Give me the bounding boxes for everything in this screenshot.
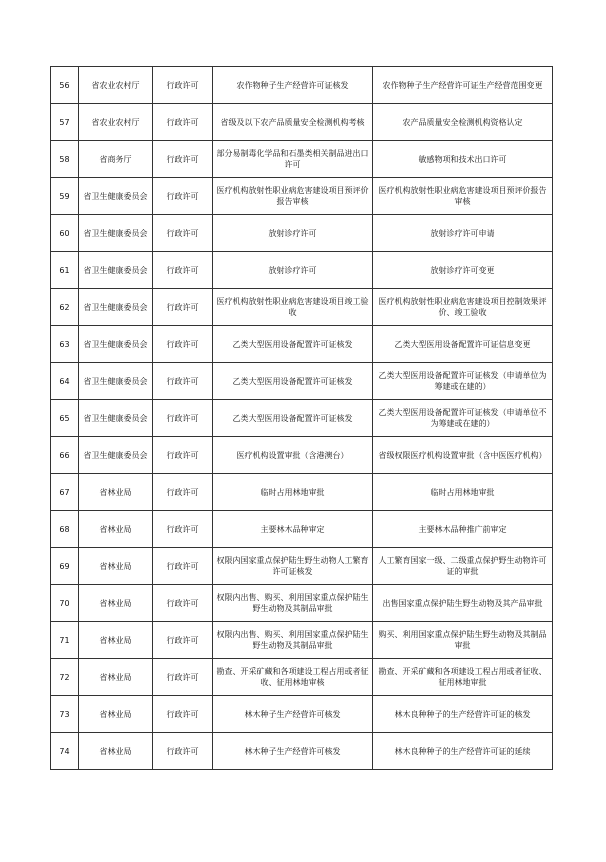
item-name-cell: 放射诊疗许可 (213, 252, 373, 289)
row-number: 74 (51, 733, 79, 770)
table-row (51, 437, 553, 474)
permit-type-cell: 行政许可 (153, 252, 213, 289)
row-number: 66 (51, 437, 79, 474)
table-row (51, 289, 553, 326)
sub-item-cell: 放射诊疗许可申请 (373, 215, 553, 252)
department-cell: 省林业局 (79, 659, 153, 696)
row-number: 60 (51, 215, 79, 252)
department-cell: 省林业局 (79, 733, 153, 770)
sub-item-cell: 省级权限医疗机构设置审批（含中医医疗机构） (373, 437, 553, 474)
department-cell: 省林业局 (79, 622, 153, 659)
table-row (51, 733, 553, 770)
row-number: 65 (51, 400, 79, 437)
item-name-cell: 医疗机构设置审批（含港澳台） (213, 437, 373, 474)
permit-type-cell: 行政许可 (153, 511, 213, 548)
sub-item-cell: 医疗机构放射性职业病危害建设项目预评价报告审核 (373, 178, 553, 215)
department-cell: 省林业局 (79, 548, 153, 585)
permit-type-cell: 行政许可 (153, 326, 213, 363)
sub-item-cell: 人工繁育国家一级、二级重点保护野生动物许可证的审批 (373, 548, 553, 585)
item-name-cell: 医疗机构放射性职业病危害建设项目竣工验收 (213, 289, 373, 326)
permit-type-cell: 行政许可 (153, 141, 213, 178)
table-row (51, 548, 553, 585)
permit-type-cell: 行政许可 (153, 733, 213, 770)
sub-item-cell: 林木良种种子的生产经营许可证的延续 (373, 733, 553, 770)
item-name-cell: 医疗机构放射性职业病危害建设项目预评价报告审核 (213, 178, 373, 215)
permit-type-cell: 行政许可 (153, 400, 213, 437)
sub-item-cell: 医疗机构放射性职业病危害建设项目控制效果评价、竣工验收 (373, 289, 553, 326)
sub-item-cell: 出售国家重点保护陆生野生动物及其产品审批 (373, 585, 553, 622)
row-number: 73 (51, 696, 79, 733)
table-row (51, 67, 553, 104)
department-cell: 省林业局 (79, 585, 153, 622)
permit-type-cell: 行政许可 (153, 622, 213, 659)
row-number: 62 (51, 289, 79, 326)
permit-table-body (51, 67, 553, 770)
table-row (51, 178, 553, 215)
row-number: 69 (51, 548, 79, 585)
row-number: 68 (51, 511, 79, 548)
permit-type-cell: 行政许可 (153, 178, 213, 215)
permit-type-cell: 行政许可 (153, 67, 213, 104)
row-number: 67 (51, 474, 79, 511)
row-number: 57 (51, 104, 79, 141)
sub-item-cell: 主要林木品种推广前审定 (373, 511, 553, 548)
permit-type-cell: 行政许可 (153, 659, 213, 696)
table-row (51, 511, 553, 548)
item-name-cell: 临时占用林地审批 (213, 474, 373, 511)
permit-type-cell: 行政许可 (153, 696, 213, 733)
permit-type-cell: 行政许可 (153, 363, 213, 400)
department-cell: 省农业农村厅 (79, 67, 153, 104)
sub-item-cell: 林木良种种子的生产经营许可证的核发 (373, 696, 553, 733)
department-cell: 省林业局 (79, 511, 153, 548)
department-cell: 省卫生健康委员会 (79, 215, 153, 252)
department-cell: 省卫生健康委员会 (79, 289, 153, 326)
sub-item-cell: 农作物种子生产经营许可证生产经营范围变更 (373, 67, 553, 104)
table-row (51, 252, 553, 289)
table-row (51, 659, 553, 696)
item-name-cell: 省级及以下农产品质量安全检测机构考核 (213, 104, 373, 141)
sub-item-cell: 敏感物项和技术出口许可 (373, 141, 553, 178)
item-name-cell: 林木种子生产经营许可核发 (213, 696, 373, 733)
row-number: 59 (51, 178, 79, 215)
department-cell: 省卫生健康委员会 (79, 326, 153, 363)
department-cell: 省林业局 (79, 696, 153, 733)
item-name-cell: 权限内出售、购买、利用国家重点保护陆生野生动物及其制品审批 (213, 622, 373, 659)
row-number: 71 (51, 622, 79, 659)
item-name-cell: 乙类大型医用设备配置许可证核发 (213, 326, 373, 363)
department-cell: 省卫生健康委员会 (79, 363, 153, 400)
sub-item-cell: 乙类大型医用设备配置许可证信息变更 (373, 326, 553, 363)
sub-item-cell: 临时占用林地审批 (373, 474, 553, 511)
permit-type-cell: 行政许可 (153, 585, 213, 622)
sub-item-cell: 勘查、开采矿藏和各项建设工程占用或者征收、征用林地审批 (373, 659, 553, 696)
permit-type-cell: 行政许可 (153, 437, 213, 474)
row-number: 63 (51, 326, 79, 363)
sub-item-cell: 农产品质量安全检测机构资格认定 (373, 104, 553, 141)
table-row (51, 585, 553, 622)
department-cell: 省卫生健康委员会 (79, 437, 153, 474)
item-name-cell: 乙类大型医用设备配置许可证核发 (213, 363, 373, 400)
item-name-cell: 放射诊疗许可 (213, 215, 373, 252)
permit-type-cell: 行政许可 (153, 104, 213, 141)
table-row (51, 696, 553, 733)
permit-type-cell: 行政许可 (153, 215, 213, 252)
department-cell: 省卫生健康委员会 (79, 252, 153, 289)
sub-item-cell: 放射诊疗许可变更 (373, 252, 553, 289)
row-number: 72 (51, 659, 79, 696)
row-number: 56 (51, 67, 79, 104)
table-row (51, 363, 553, 400)
table-row (51, 215, 553, 252)
table-row (51, 622, 553, 659)
item-name-cell: 部分易制毒化学品和石墨类相关制品进出口许可 (213, 141, 373, 178)
department-cell: 省林业局 (79, 474, 153, 511)
item-name-cell: 农作物种子生产经营许可证核发 (213, 67, 373, 104)
sub-item-cell: 购买、利用国家重点保护陆生野生动物及其制品审批 (373, 622, 553, 659)
table-row (51, 474, 553, 511)
permit-type-cell: 行政许可 (153, 474, 213, 511)
table-row (51, 326, 553, 363)
row-number: 61 (51, 252, 79, 289)
permit-type-cell: 行政许可 (153, 548, 213, 585)
item-name-cell: 主要林木品种审定 (213, 511, 373, 548)
sub-item-cell: 乙类大型医用设备配置许可证核发（申请单位不为筹建或在建的） (373, 400, 553, 437)
row-number: 64 (51, 363, 79, 400)
table-row (51, 400, 553, 437)
row-number: 58 (51, 141, 79, 178)
department-cell: 省商务厅 (79, 141, 153, 178)
table-row (51, 104, 553, 141)
sub-item-cell: 乙类大型医用设备配置许可证核发（申请单位为筹建或在建的） (373, 363, 553, 400)
item-name-cell: 林木种子生产经营许可核发 (213, 733, 373, 770)
permit-type-cell: 行政许可 (153, 289, 213, 326)
row-number: 70 (51, 585, 79, 622)
table-row (51, 141, 553, 178)
permit-table (50, 66, 553, 770)
item-name-cell: 权限内出售、购买、利用国家重点保护陆生野生动物及其制品审批 (213, 585, 373, 622)
department-cell: 省卫生健康委员会 (79, 400, 153, 437)
item-name-cell: 乙类大型医用设备配置许可证核发 (213, 400, 373, 437)
department-cell: 省卫生健康委员会 (79, 178, 153, 215)
department-cell: 省农业农村厅 (79, 104, 153, 141)
item-name-cell: 勘查、开采矿藏和各项建设工程占用或者征收、征用林地审核 (213, 659, 373, 696)
item-name-cell: 权限内国家重点保护陆生野生动物人工繁育许可证核发 (213, 548, 373, 585)
